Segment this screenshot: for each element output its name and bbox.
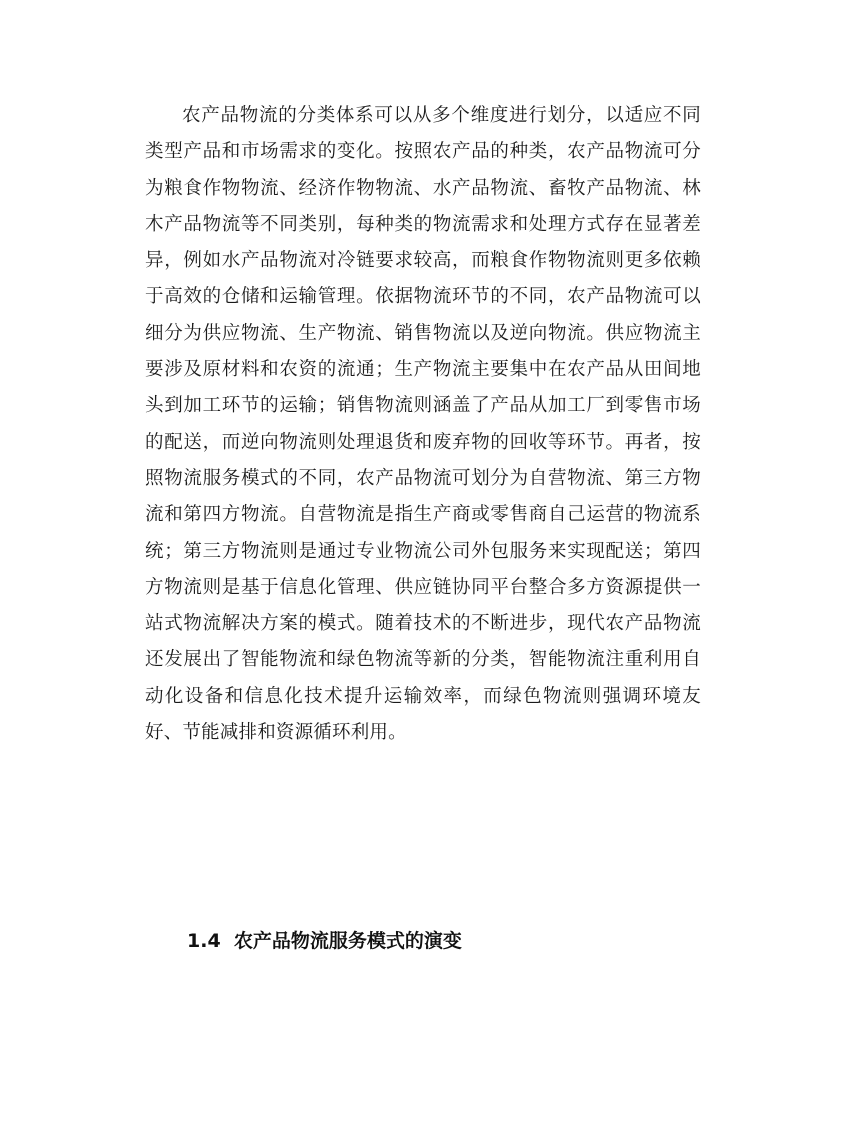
- body-paragraph: 农产品物流的分类体系可以从多个维度进行划分，以适应不同类型产品和市场需求的变化。按照农产品的种类，农产品物流可分为粮食作物物流、经济作物物流、水产品物流、畜牧产品物流、林木产品物流等不同类别，每种类的物流需求和处理方式存在显著差异，例如水产品物流对冷链要求较高，而粮食作物物流则更多依赖于高效的仓储和运输管理。依据物流环节的不同，农产品物流可以细分为供应物流、生产物流、销售物流以及逆向物流。供应物流主要涉及原材料和农资的流通；生产物流主要集中在农产品从田间地头到加工环节的运输；销售物流则涵盖了产品从加工厂到零售市场的配送，而逆向物流则处理退货和废弃物的回收等环节。再者，按照物流服务模式的不同，农产品物流可划分为自营物流、第三方物流和第四方物流。自营物流是指生产商或零售商自己运营的物流系统；第三方物流则是通过专业物流公司外包服务来实现配送；第四方物流则是基于信息化管理、供应链协同平台整合多方资源提供一站式物流解决方案的模式。随着技术的不断进步，现代农产品物流还发展出了智能物流和绿色物流等新的分类，智能物流注重利用自动化设备和信息化技术提升运输效率，而绿色物流则强调环境友好、节能减排和资源循环利用。: [145, 105, 701, 744]
- section-heading: 1.4 农产品物流服务模式的演变: [187, 930, 462, 952]
